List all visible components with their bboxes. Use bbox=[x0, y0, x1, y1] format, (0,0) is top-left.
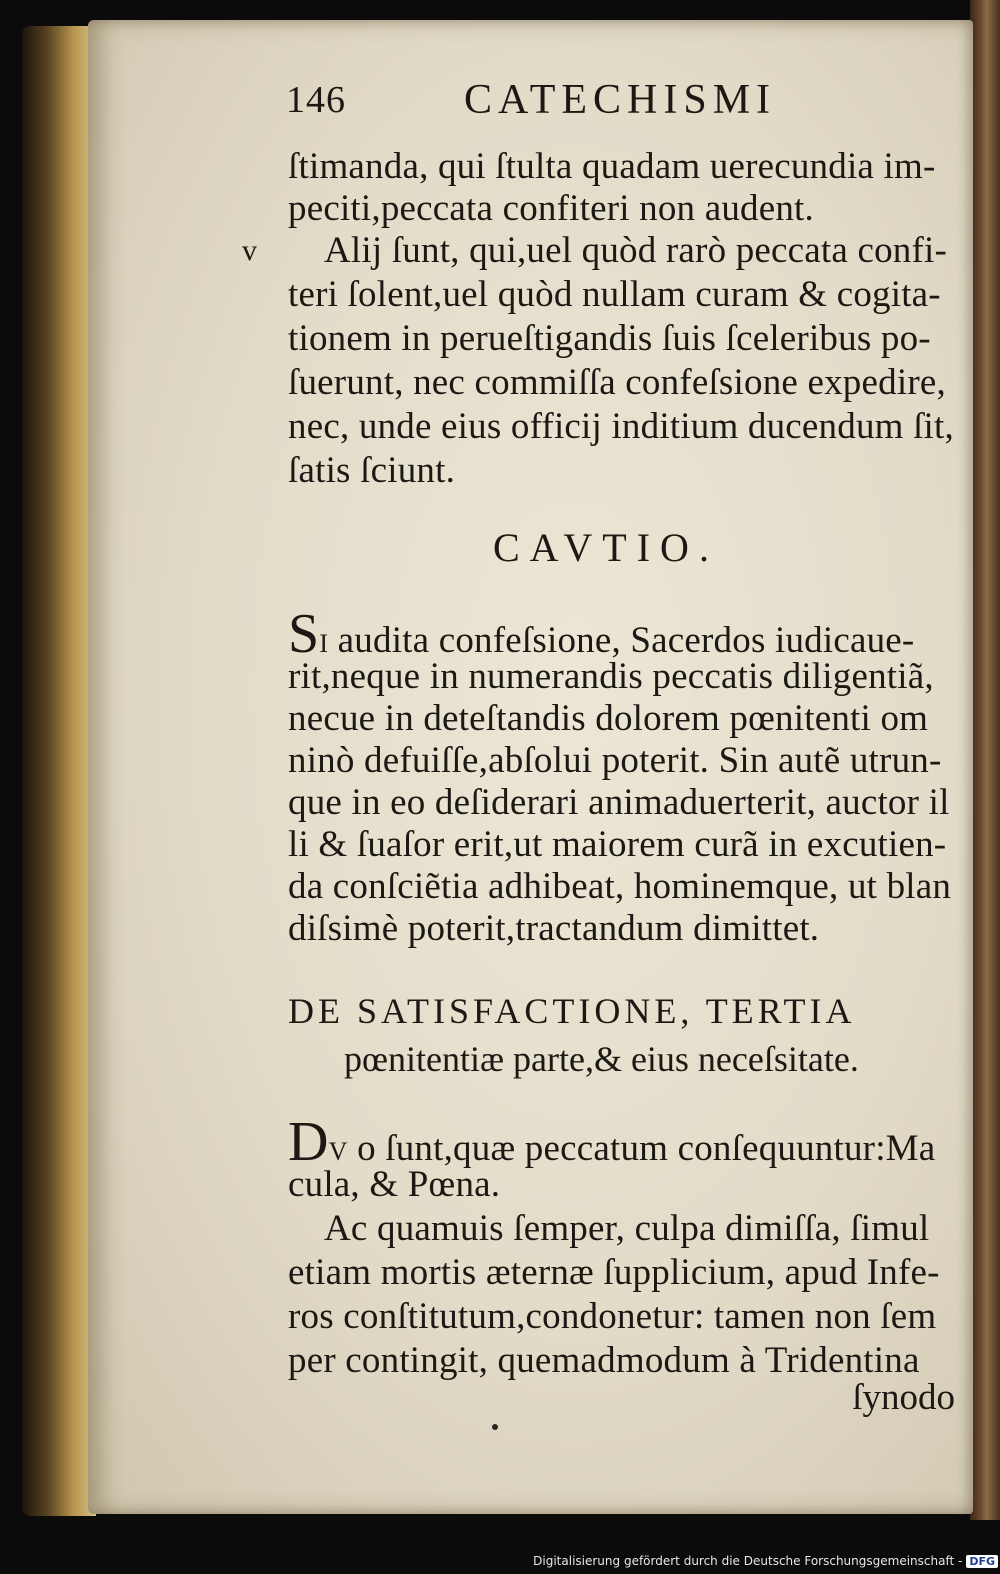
page-block-edge bbox=[22, 26, 96, 1516]
text-line: da conſciẽtia adhibeat, hominemque, ut blan bbox=[288, 866, 952, 907]
page-number: 146 bbox=[286, 79, 346, 121]
text-line: peciti,peccata confiteri non audent. bbox=[288, 188, 814, 229]
drop-cap: S bbox=[288, 603, 320, 665]
text-line: li & ſuaſor erit,ut maiorem curã in excutien- bbox=[288, 824, 947, 865]
drop-cap: D bbox=[288, 1111, 329, 1173]
digitization-footer bbox=[533, 1554, 998, 1568]
text-line: ſtimanda, qui ſtulta quadam uerecundia im- bbox=[288, 146, 936, 187]
text-line-dropcap bbox=[288, 603, 958, 665]
section-heading-cautio: CAVTIO. bbox=[493, 525, 719, 570]
ink-dot bbox=[492, 1424, 498, 1430]
text-line: teri ſolent,uel quòd nullam curam & cogita- bbox=[288, 274, 941, 315]
book-page bbox=[88, 20, 973, 1514]
running-head: CATECHISMI bbox=[464, 77, 777, 123]
book-spine-edge bbox=[970, 0, 1000, 1520]
text-line: per contingit, quemadmodum à Tridentina bbox=[288, 1340, 920, 1381]
text-line: rit,neque in numerandis peccatis diligentiã, bbox=[288, 656, 934, 697]
text-line: ſatis ſciunt. bbox=[288, 450, 456, 491]
section-subheading: pœnitentiæ parte,& eius neceſsitate. bbox=[344, 1039, 859, 1079]
small-cap: I bbox=[319, 629, 329, 658]
dfg-logo: DFG bbox=[966, 1555, 998, 1568]
small-cap: V bbox=[328, 1137, 348, 1166]
text-line: nec, unde eius officij inditium ducendum ſit, bbox=[288, 406, 954, 447]
text-span: audita confeſsione, Sacerdos iudicaue- bbox=[337, 620, 915, 661]
section-heading-satisfactione: DE SATISFACTIONE, TERTIA bbox=[288, 991, 856, 1031]
text-line: ſuerunt, nec commiſſa confeſsione expedire, bbox=[288, 362, 946, 403]
text-line: cula, & Pœna. bbox=[288, 1164, 501, 1205]
text-line: ros conſtitutum,condonetur: tamen non ſem bbox=[288, 1296, 937, 1337]
text-line: ninò defuiſſe,abſolui poterit. Sin autẽ utrun- bbox=[288, 740, 942, 781]
margin-mark: v bbox=[242, 234, 257, 267]
text-line-dropcap bbox=[288, 1111, 958, 1173]
text-line: etiam mortis æternæ ſupplicium, apud Infe- bbox=[288, 1252, 940, 1293]
text-line: necue in deteſtandis dolorem pœnitenti om bbox=[288, 698, 929, 739]
text-line: Alij ſunt, qui,uel quòd rarò peccata confi- bbox=[324, 230, 948, 271]
text-line: tionem in perueſtigandis ſuis ſceleribus po- bbox=[288, 318, 931, 359]
footer-text: Digitalisierung gefördert durch die Deutsche Forschungsgemeinschaft - bbox=[533, 1554, 963, 1568]
text-line: Ac quamuis ſemper, culpa dimiſſa, ſimul bbox=[324, 1208, 930, 1249]
text-line: que in eo deſiderari animaduerterit, auctor il bbox=[288, 782, 950, 823]
text-span: o ſunt,quæ peccatum conſequuntur:Ma bbox=[357, 1128, 936, 1169]
text-line: diſsimè poterit,tractandum dimittet. bbox=[288, 908, 820, 949]
catchword: ſynodo bbox=[852, 1377, 955, 1418]
